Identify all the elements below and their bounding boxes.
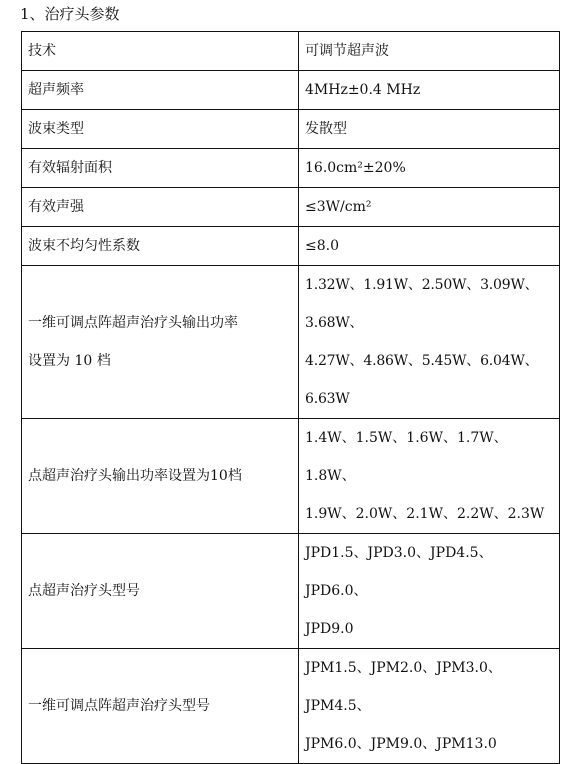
param-label-cell [22, 266, 299, 419]
param-label-cell [22, 71, 299, 110]
param-value: 1.4W、1.5W、1.6W、1.7W、1.8W、 1.9W、2.0W、2.1W、2.2W、2.3W [305, 430, 545, 522]
param-label-cell [22, 419, 299, 534]
param-value: 发散型 [305, 121, 347, 137]
table-row [22, 71, 560, 110]
param-label-cell [22, 188, 299, 227]
param-value-cell [299, 188, 560, 227]
param-label: 点超声治疗头型号 [28, 583, 140, 599]
param-label: 波束不均匀性系数 [28, 238, 140, 254]
parameter-table [21, 31, 560, 764]
section-title: 1、治疗头参数 [20, 5, 120, 23]
param-label: 有效辐射面积 [28, 160, 112, 176]
param-label: 超声频率 [28, 82, 84, 98]
param-label: 一维可调点阵超声治疗头输出功率 设置为 10 档 [28, 315, 238, 369]
param-value-cell [299, 649, 560, 764]
param-value: ≤3W/cm² [305, 199, 372, 215]
table-row [22, 534, 560, 649]
param-value-cell [299, 534, 560, 649]
param-label: 技术 [28, 43, 56, 59]
param-label-cell [22, 534, 299, 649]
param-label: 点超声治疗头输出功率设置为10档 [28, 468, 242, 484]
param-value-cell [299, 110, 560, 149]
param-value: ≤8.0 [305, 238, 339, 254]
table-row [22, 227, 560, 266]
param-value: JPM1.5、JPM2.0、JPM3.0、JPM4.5、 JPM6.0、JPM9.0、JPM13.0 [305, 660, 502, 752]
param-value-cell [299, 266, 560, 419]
param-value: JPD1.5、JPD3.0、JPD4.5、JPD6.0、 JPD9.0 [305, 545, 493, 637]
table-row [22, 419, 560, 534]
param-label-cell [22, 649, 299, 764]
param-label: 波束类型 [28, 121, 84, 137]
param-value: 16.0cm²±20% [305, 160, 406, 176]
param-label: 有效声强 [28, 199, 84, 215]
param-label: 一维可调点阵超声治疗头型号 [28, 698, 210, 714]
param-value: 4MHz±0.4 MHz [305, 82, 421, 98]
param-value-cell [299, 32, 560, 71]
param-value-cell [299, 71, 560, 110]
param-value: 1.32W、1.91W、2.50W、3.09W、3.68W、 4.27W、4.86W、5.45W、6.04W、6.63W [305, 277, 539, 407]
param-value-cell [299, 227, 560, 266]
param-label-cell [22, 110, 299, 149]
param-value-cell [299, 149, 560, 188]
param-label-cell [22, 149, 299, 188]
table-row [22, 110, 560, 149]
table-row [22, 188, 560, 227]
table-row [22, 649, 560, 764]
param-value: 可调节超声波 [305, 43, 389, 59]
table-row [22, 149, 560, 188]
param-value-cell [299, 419, 560, 534]
table-row [22, 32, 560, 71]
param-label-cell [22, 32, 299, 71]
table-row [22, 266, 560, 419]
param-label-cell [22, 227, 299, 266]
